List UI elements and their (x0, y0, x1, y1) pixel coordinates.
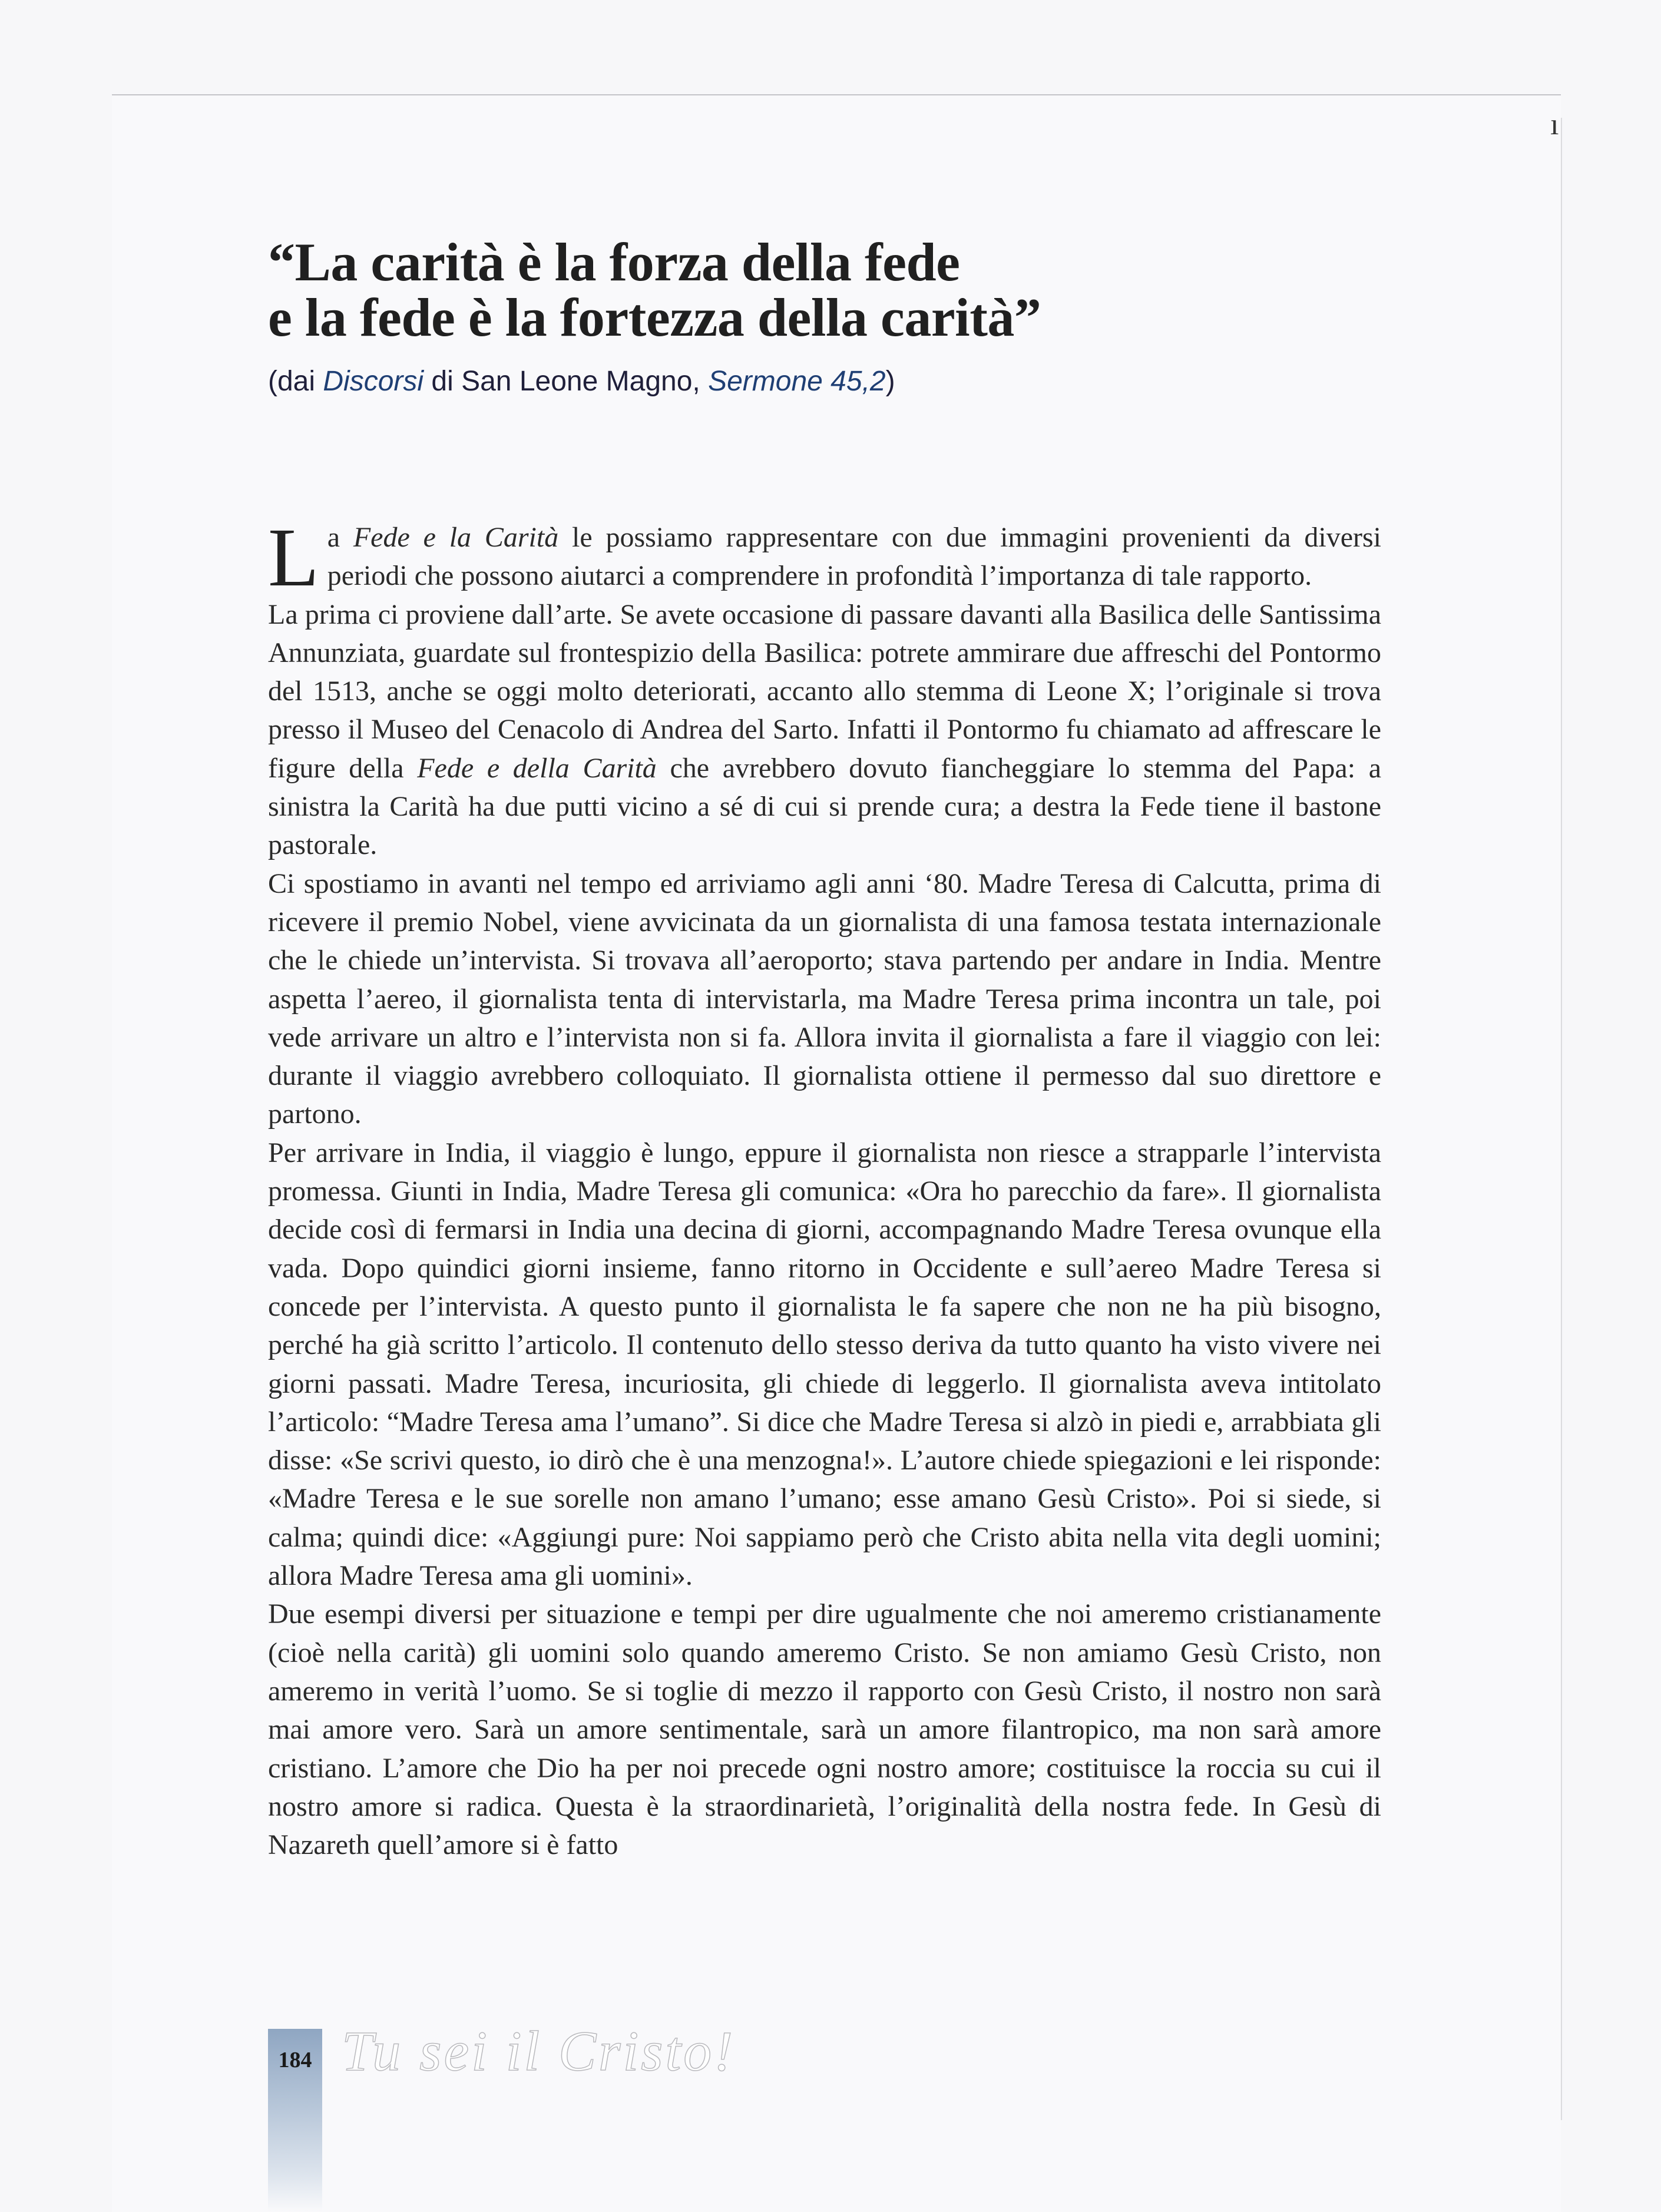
paragraph-1-start: a (327, 522, 353, 553)
source-close: ) (885, 366, 895, 397)
paragraph-2-start: La prima ci proviene dall’arte. Se avete occasione di passare davanti alla Basilica delle Santissima Annunziata, guardate sul frontespizio della Basilica: potrete ammirare due affreschi del Pontormo del 1513, anche se oggi molto deteriorati, accanto allo stemma di Leone X; l’originale si trova presso il Museo del Cenacolo di Andrea del Sarto. Infatti il Pontormo fu chiamato ad affrescare le figure della (268, 598, 1381, 784)
paragraph-1 (268, 511, 1382, 604)
paragraph-1-rest: le possiamo rappresentare con due immagini provenienti da diversi periodi che possono aiutarci a comprendere in profondità l’importanza di tale rapporto. (327, 522, 1382, 592)
paragraph-3: Ci spostiamo in avanti nel tempo ed arriviamo agli anni ‘80. Madre Teresa di Calcutta, prima di ricevere il premio Nobel, viene avvicinata da un giornalista di una famosa testata internazionale che le chiede un’intervista. Si trovava all’aeroporto; stava partendo per andare in India. Mentre aspetta l’aereo, il giornalista tenta di intervistarla, ma Madre Teresa prima incontra un tale, poi vede arrivare un altro e l’intervista non si fa. Allora invita il giornalista a fare il viaggio con lei: durante il viaggio avrebbero colloquiato. Il giornalista ottiene il permesso dal suo direttore e partono. (268, 867, 1381, 1130)
corner-mark: ı (1550, 108, 1559, 141)
source-sermon: Sermone 45,2 (708, 366, 886, 397)
article-body (268, 511, 1382, 1864)
article-title-line-2: e la fede è la fortezza della carità” (268, 287, 1041, 347)
article-title-line-1: “La carità è la forza della fede (268, 232, 960, 292)
article-source (268, 364, 895, 399)
article-title (268, 234, 1387, 345)
paragraph-2 (268, 595, 1381, 865)
page-gutter-line (1561, 118, 1562, 2120)
source-author: di San Leone Magno, (423, 366, 709, 397)
paragraph-2-italic: Fede e della Carità (417, 752, 657, 784)
source-work: Discorsi (323, 366, 424, 397)
paragraph-5: Due esempi diversi per situazione e tempi per dire ugualmente che noi ameremo cristianamente (cioè nella carità) gli uomini solo quando ameremo Cristo. Se non amiamo Gesù Cristo, non ameremo in verità l’uomo. Se si toglie di mezzo il rapporto con Gesù Cristo, il nostro non sarà mai amore vero. Sarà un amore sentimentale, sarà un amore filantropico, ma non sarà amore cristiano. L’amore che Dio ha per noi precede ogni nostro amore; costituisce la roccia su cui il nostro amore si radica. Questa è la straordinarietà, l’originalità della nostra fede. In Gesù di Nazareth quell’amore si è fatto (268, 1598, 1381, 1861)
running-title: Tu sei il Cristo! (342, 2019, 736, 2082)
paragraph-4: Per arrivare in India, il viaggio è lungo, eppure il giornalista non riesce a strapparle l’intervista promessa. Giunti in India, Madre Teresa gli comunica: «Ora ho parecchio da fare». Il giornalista decide così di fermarsi in India una decina di giorni, accompagnando Madre Teresa ovunque ella vada. Dopo quindici giorni insieme, fanno ritorno in Occidente e sull’aereo Madre Teresa si concede per l’intervista. A questo punto il giornalista le fa sapere che non ne ha più bisogno, perché ha già scritto l’articolo. Il contenuto dello stesso deriva da tutto quanto ha visto vivere nei giorni passati. Madre Teresa, incuriosita, gli chiede di leggerlo. Il giornalista aveva intitolato l’articolo: “Madre Teresa ama l’umano”. Si dice che Madre Teresa si alzò in piedi e, arrabbiata gli disse: «Se scrivi questo, io dirò che è una menzogna!». L’autore chiede spiegazioni e lei risponde: «Madre Teresa e le sue sorelle non amano l’umano; esse amano Gesù Cristo». Poi si siede, si calma; quindi dice: «Aggiungi pure: Noi sappiamo però che Cristo abita nella vita degli uomini; allora Madre Teresa ama gli uomini». (268, 1137, 1381, 1592)
drop-cap: L (268, 511, 319, 604)
source-open: (dai (268, 366, 323, 397)
page-number: 184 (278, 2048, 312, 2072)
paragraph-2-rest: che avrebbero dovuto fiancheggiare lo stemma del Papa: a sinistra la Carità ha due putti vicino a sé di cui si prende cura; a destra la Fede tiene il bastone pastorale. (268, 752, 1382, 861)
paragraph-1-italic: Fede e la Carità (353, 522, 559, 553)
